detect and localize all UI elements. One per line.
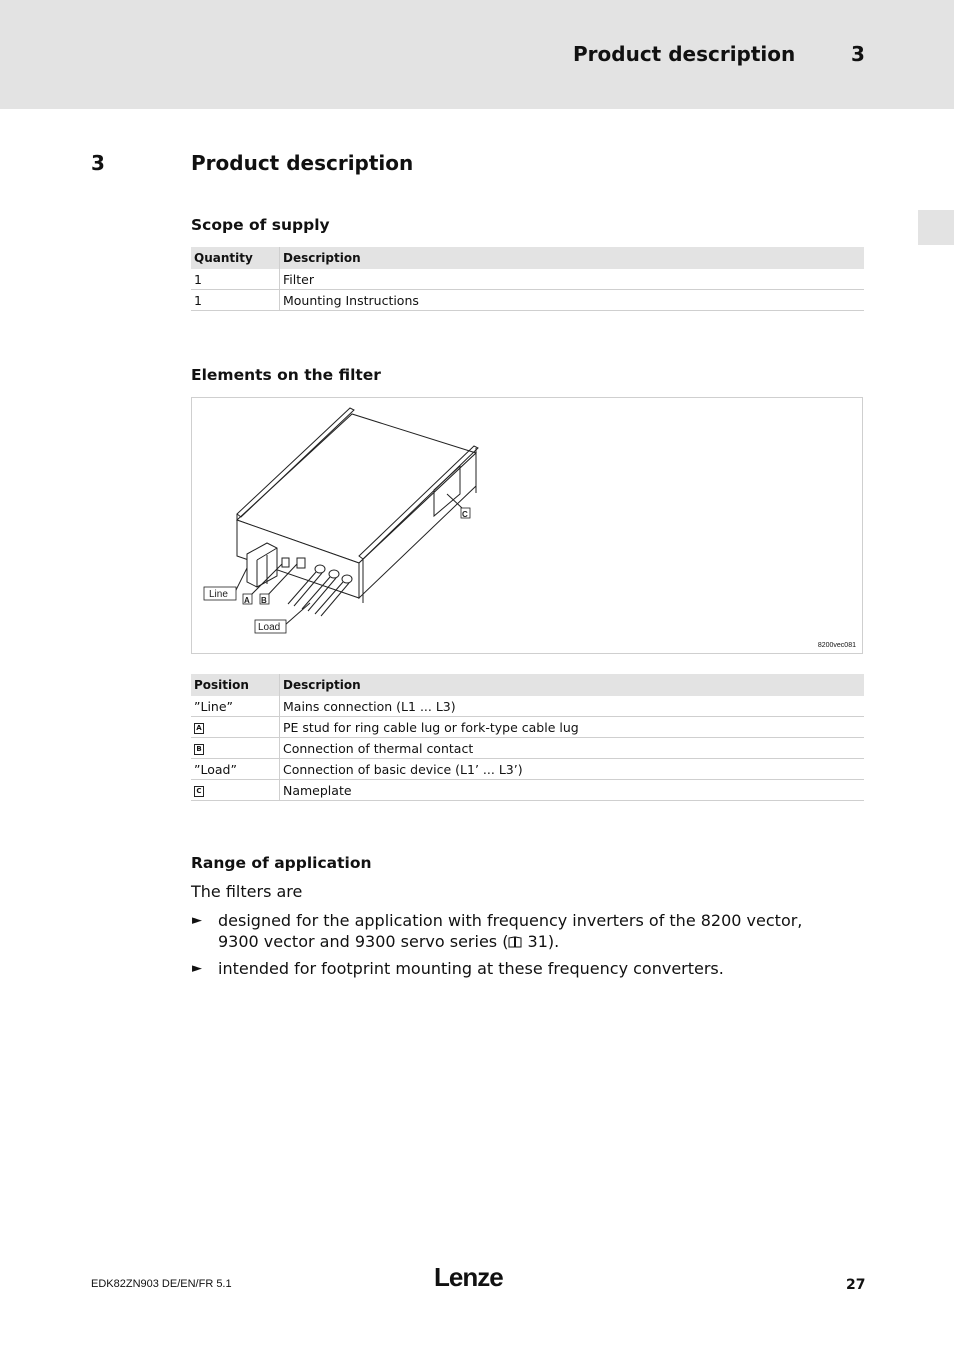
label-b: B (261, 596, 267, 605)
range-intro: The filters are (191, 882, 303, 901)
scope-description-cell: Mounting Instructions (280, 290, 865, 311)
chapter-number: 3 (91, 151, 105, 175)
scope-header-row (191, 247, 864, 269)
filter-drawing (192, 398, 861, 652)
description-cell: Connection of thermal contact (280, 738, 865, 759)
elements-table (191, 674, 864, 801)
scope-heading: Scope of supply (191, 216, 330, 234)
elements-header-row (191, 674, 864, 696)
table-row (191, 717, 864, 738)
page-number: 27 (846, 1277, 866, 1293)
scope-col-quantity: Quantity (191, 247, 280, 269)
scope-quantity-cell: 1 (191, 269, 280, 290)
elements-col-description: Description (280, 674, 865, 696)
range-heading: Range of application (191, 854, 372, 872)
position-cell: ”Load” (191, 759, 280, 780)
table-row (191, 269, 864, 290)
chapter-side-tab (918, 210, 954, 245)
bullet1-page-ref[interactable]: 31 (527, 932, 548, 951)
label-load: Load (258, 622, 281, 633)
bullet1-end: ). (547, 932, 560, 951)
scope-table (191, 247, 864, 311)
lenze-logo: Lenze (434, 1262, 503, 1292)
elements-heading: Elements on the filter (191, 366, 381, 384)
header-title: Product description (573, 42, 796, 66)
table-row (191, 780, 864, 801)
book-icon (508, 936, 522, 948)
table-row (191, 290, 864, 311)
position-cell: ”Line” (191, 696, 280, 717)
header-band (0, 0, 954, 109)
bullet-arrow-icon: ► (192, 913, 202, 928)
label-c: C (462, 510, 468, 519)
description-cell: Mains connection (L1 ... L3) (280, 696, 865, 717)
position-cell (191, 780, 280, 801)
scope-col-description: Description (280, 247, 865, 269)
chapter-title: Product description (191, 151, 414, 175)
range-bullet-list (191, 910, 841, 985)
filter-figure (191, 397, 863, 654)
bullet-arrow-icon: ► (192, 961, 202, 976)
description-cell: Nameplate (280, 780, 865, 801)
position-cell (191, 717, 280, 738)
bullet1-text: designed for the application with frequency inverters of the 8200 vector, 9300 vector and 9300 servo series ( (218, 911, 803, 951)
figure-code: 8200vec081 (817, 642, 856, 649)
description-cell: Connection of basic device (L1’ ... L3’) (280, 759, 865, 780)
position-cell (191, 738, 280, 759)
description-cell: PE stud for ring cable lug or fork-type cable lug (280, 717, 865, 738)
list-item (191, 910, 841, 952)
scope-description-cell: Filter (280, 269, 865, 290)
table-row (191, 759, 864, 780)
footer-doc-code: EDK82ZN903 DE/EN/FR 5.1 (91, 1278, 232, 1290)
position-box-a: A (194, 723, 204, 734)
scope-quantity-cell: 1 (191, 290, 280, 311)
header-chapter-number: 3 (851, 42, 865, 66)
table-row (191, 738, 864, 759)
position-box-b: B (194, 744, 204, 755)
table-row (191, 696, 864, 717)
label-line: Line (209, 589, 228, 600)
label-a: A (244, 596, 250, 605)
position-box-c: C (194, 786, 204, 797)
elements-col-position: Position (191, 674, 280, 696)
list-item (191, 958, 841, 979)
bullet2-text: intended for footprint mounting at these frequency converters. (218, 959, 724, 978)
